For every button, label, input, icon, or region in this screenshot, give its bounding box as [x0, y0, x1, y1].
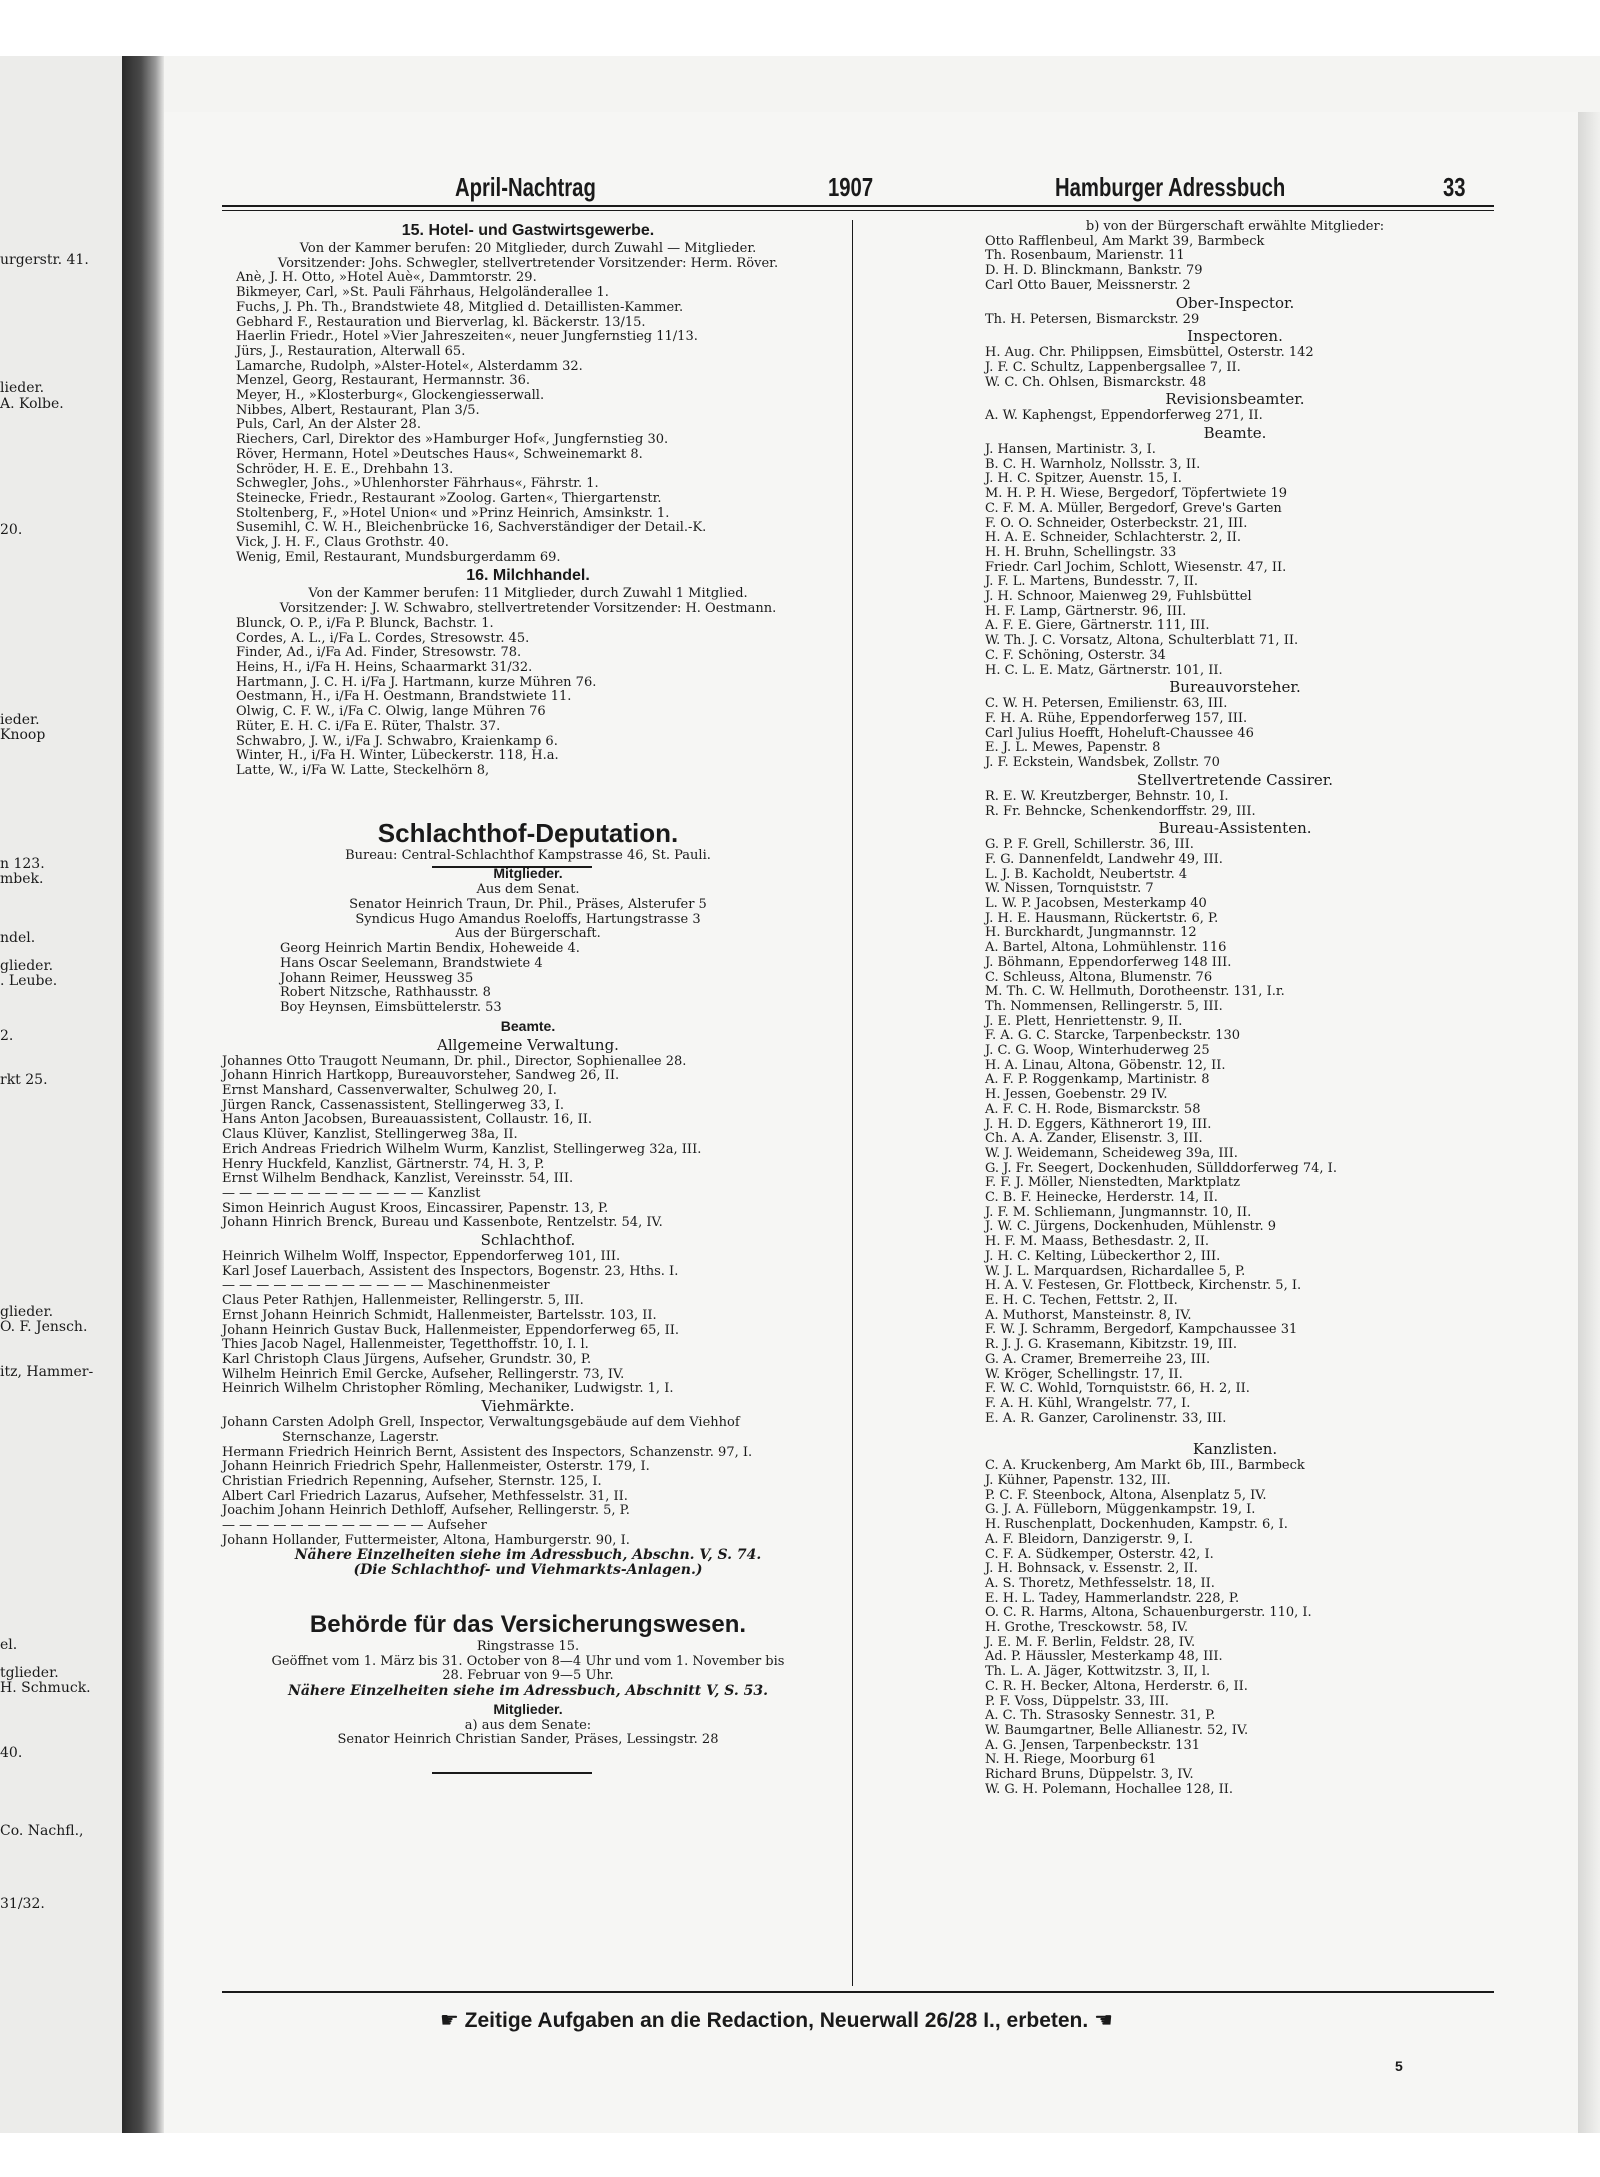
- left-entry: Gebhard F., Restauration und Bierverlag, kl. Bäckerstr. 13/15.: [236, 314, 646, 330]
- right-entry: J. H. Schnoor, Maienweg 29, Fuhlsbüttel: [985, 589, 1252, 605]
- right-entry: H. Grothe, Tresckowstr. 58, IV.: [985, 1620, 1189, 1636]
- left-entry: Steinecke, Friedr., Restaurant »Zoolog. Garten«, Thiergartenstr.: [236, 490, 662, 506]
- pointing-hand-icon: ☛: [440, 2009, 459, 2032]
- footer-rule: [222, 1991, 1494, 1993]
- right-entry: J. H. C. Spitzer, Auenstr. 15, I.: [985, 471, 1182, 487]
- page-edge-right: [1578, 112, 1600, 2133]
- right-entry: A. F. E. Giere, Gärtnerstr. 111, III.: [985, 618, 1210, 634]
- left-entry: Boy Heynsen, Eimsbüttelerstr. 53: [280, 999, 502, 1015]
- right-entry: F. O. O. Schneider, Osterbeckstr. 21, III.: [985, 515, 1248, 531]
- right-column: [985, 220, 1485, 1798]
- left-entry: Röver, Hermann, Hotel »Deutsches Haus«, Schweinemarkt 8.: [236, 446, 643, 462]
- left-entry: Oestmann, H., i/Fa H. Oestmann, Brandstwiete 11.: [236, 689, 572, 705]
- left-column: [222, 220, 834, 1748]
- right-subheading: Beamte.: [1203, 424, 1267, 443]
- previous-page-fragment: rkt 25.: [0, 1072, 48, 1088]
- left-entry: Hartmann, J. C. H. i/Fa J. Hartmann, kurze Mühren 76.: [236, 674, 597, 690]
- left-entry: Ernst Johann Heinrich Schmidt, Hallenmeister, Bartelsstr. 103, II.: [222, 1307, 657, 1323]
- left-entry: Robert Nitzsche, Rathhausstr. 8: [280, 985, 491, 1001]
- left-spacer: [222, 779, 834, 817]
- right-entry: Th. Rosenbaum, Marienstr. 11: [985, 248, 1185, 264]
- right-entry: E. H. C. Techen, Fettstr. 2, II.: [985, 1293, 1178, 1308]
- right-entry: C. Schleuss, Altona, Blumenstr. 76: [985, 969, 1213, 985]
- right-entry: F. F. J. Möller, Nienstedten, Marktplatz: [985, 1175, 1240, 1191]
- right-entry: J. E. Plett, Henriettenstr. 9, II.: [985, 1013, 1183, 1029]
- right-entry: R. E. W. Kreutzberger, Behnstr. 10, I.: [985, 788, 1229, 804]
- left-entry: Jürs, J., Restauration, Alterwall 65.: [236, 343, 466, 359]
- right-entry: H. A. E. Schneider, Schlachterstr. 2, II.: [985, 530, 1241, 546]
- left-entry: Heinrich Wilhelm Christopher Römling, Mechaniker, Ludwigstr. 1, I.: [222, 1381, 674, 1397]
- left-entry: Nibbes, Albert, Restaurant, Plan 3/5.: [236, 402, 480, 418]
- right-entry: A. Bartel, Altona, Lohmühlenstr. 116: [985, 940, 1227, 956]
- previous-page-edge: [0, 56, 122, 2133]
- left-entry: Simon Heinrich August Kroos, Eincassirer, Papenstr. 13, P.: [222, 1200, 609, 1216]
- previous-page-fragment: glieder.: [0, 1304, 54, 1320]
- left-centered-line: Syndicus Hugo Amandus Roeloffs, Hartungstrasse 3: [355, 911, 701, 927]
- right-entry: H. Aug. Chr. Philippsen, Eimsbüttel, Osterstr. 142: [985, 345, 1314, 361]
- left-entry: — — — — — — — — — — — — Kanzlist: [222, 1185, 481, 1201]
- right-entry: W. Nissen, Tornquiststr. 7: [985, 881, 1154, 897]
- running-header-left: April-Nachtrag: [455, 172, 596, 202]
- left-entry: Lamarche, Rudolph, »Alster-Hotel«, Alsterdamm 32.: [236, 358, 583, 374]
- left-entry: Erich Andreas Friedrich Wilhelm Wurm, Kanzlist, Stellingerweg 32a, III.: [222, 1141, 702, 1157]
- right-entry: J. H. Bohnsack, v. Essenstr. 2, II.: [985, 1561, 1198, 1577]
- left-entry: Johann Hinrich Hartkopp, Bureauvorsteher, Sandweg 26, II.: [222, 1068, 620, 1084]
- left-entry: Karl Christoph Claus Jürgens, Aufseher, Grundstr. 30, P.: [222, 1352, 592, 1367]
- left-centered-line: a) aus dem Senate:: [464, 1717, 592, 1733]
- left-entry: Blunck, O. P., i/Fa P. Blunck, Bachstr. 1.: [236, 615, 494, 631]
- left-entry: Johann Reimer, Heussweg 35: [280, 970, 474, 986]
- left-heading: 15. Hotel- und Gastwirtsgewerbe.: [401, 222, 655, 239]
- left-centered-line: Aus dem Senat.: [476, 882, 580, 898]
- left-heading: Mitglieder.: [493, 1700, 563, 1717]
- left-entry: Meyer, H., »Klosterburg«, Glockengiesserwall.: [236, 388, 545, 404]
- previous-page-fragment: ndel.: [0, 930, 36, 946]
- left-entry: Johann Hollander, Futtermeister, Altona, Hamburgerstr. 90, I.: [222, 1532, 630, 1548]
- right-entry: H. Ruschenplatt, Dockenhuden, Kampstr. 6, I.: [985, 1517, 1288, 1533]
- previous-page-fragment: el.: [0, 1637, 18, 1653]
- left-entry: Schröder, H. E. E., Drehbahn 13.: [236, 461, 454, 477]
- column-divider: [852, 220, 853, 1986]
- right-entry: D. H. D. Blinckmann, Bankstr. 79: [985, 263, 1203, 279]
- right-entry: F. H. A. Rühe, Eppendorferweg 157, III.: [985, 710, 1248, 726]
- right-entry: C. F. Schöning, Osterstr. 34: [985, 647, 1166, 663]
- left-entry: Hans Anton Jacobsen, Bureauassistent, Collaustr. 16, II.: [222, 1112, 592, 1128]
- left-entry: — — — — — — — — — — — — Aufseher: [222, 1518, 487, 1534]
- right-entry: C. B. F. Heinecke, Herderstr. 14, II.: [985, 1190, 1218, 1206]
- left-heading: Schlachthof-Deputation.: [377, 817, 679, 848]
- page-number: 33: [1443, 172, 1466, 202]
- previous-page-fragment: 2.: [0, 1028, 14, 1044]
- right-subheading: Kanzlisten.: [1192, 1440, 1278, 1459]
- right-subheading: Inspectoren.: [1187, 327, 1283, 346]
- right-entry: P. F. Voss, Düppelstr. 33, III.: [985, 1693, 1169, 1709]
- right-entry: F. W. J. Schramm, Bergedorf, Kampchaussee 31: [985, 1322, 1298, 1338]
- left-centered-line: Vorsitzender: J. W. Schwabro, stellvertretender Vorsitzender: H. Oestmann.: [279, 601, 777, 617]
- left-entry: Olwig, C. F. W., i/Fa C. Olwig, lange Mühren 76: [236, 704, 546, 720]
- right-entry: W. J. L. Marquardsen, Richardallee 5, P.: [985, 1263, 1246, 1279]
- right-subheading: Ober-Inspector.: [1175, 293, 1295, 312]
- right-entry: L. J. B. Kacholdt, Neubertstr. 4: [985, 866, 1188, 882]
- left-entry: Menzel, Georg, Restaurant, Hermannstr. 36.: [236, 373, 531, 389]
- right-entry: M. Th. C. W. Hellmuth, Dorotheenstr. 131, I.r.: [985, 984, 1285, 1000]
- left-reference-note: Nähere Einzelheiten siehe im Adressbuch, Abschnitt V, S. 53.: [288, 1682, 768, 1699]
- previous-page-fragment: itz, Hammer-: [0, 1364, 94, 1380]
- right-entry: Th. L. A. Jäger, Kottwitzstr. 3, II, l.: [985, 1664, 1211, 1680]
- left-centered-line: Vorsitzender: Johs. Schwegler, stellvertretender Vorsitzender: Herm. Röver.: [277, 255, 779, 271]
- left-entry: Rüter, E. H. C. i/Fa E. Rüter, Thalstr. 37.: [236, 718, 501, 734]
- right-entry: J. F. Eckstein, Wandsbek, Zollstr. 70: [985, 755, 1220, 771]
- right-entry: C. R. H. Becker, Altona, Herderstr. 6, II.: [985, 1678, 1248, 1694]
- left-entry: Anè, J. H. Otto, »Hotel Auè«, Dammtorstr. 29.: [236, 270, 537, 286]
- right-entry: W. Kröger, Schellingstr. 17, II.: [985, 1366, 1183, 1382]
- left-entry: Hans Oscar Seelemann, Brandstwiete 4: [280, 955, 543, 971]
- left-entry: Schwegler, Johs., »Uhlenhorster Fährhaus«, Fährstr. 1.: [236, 476, 599, 492]
- right-entry: Carl Julius Hoefft, Hoheluft-Chaussee 46: [985, 725, 1254, 741]
- left-entry: Bikmeyer, Carl, »St. Pauli Fährhaus, Helgoländerallee 1.: [236, 285, 609, 301]
- right-entry: A. Muthorst, Mansteinstr. 8, IV.: [985, 1307, 1192, 1323]
- left-entry: Sternschanze, Lagerstr.: [282, 1429, 440, 1445]
- right-entry: L. W. P. Jacobsen, Mesterkamp 40: [985, 896, 1207, 912]
- previous-page-fragment: H. Schmuck.: [0, 1680, 91, 1696]
- right-entry: J. E. M. F. Berlin, Feldstr. 28, IV.: [985, 1634, 1196, 1650]
- book-spine: [122, 56, 164, 2133]
- right-entry: N. H. Riege, Moorburg 61: [985, 1752, 1157, 1768]
- right-entry: A. G. Jensen, Tarpenbeckstr. 131: [985, 1737, 1201, 1753]
- left-entry: Puls, Carl, An der Alster 28.: [236, 417, 421, 433]
- left-entry: Haerlin Friedr., Hotel »Vier Jahreszeiten«, neuer Jungfernstieg 11/13.: [236, 329, 698, 345]
- right-entry: J. H. E. Hausmann, Rückertstr. 6, P.: [985, 910, 1219, 926]
- left-entry: Stoltenberg, F., »Hotel Union« und »Prinz Heinrich, Amsinkstr. 1.: [236, 505, 670, 521]
- left-entry: Claus Klüver, Kanzlist, Stellingerweg 38a, II.: [222, 1127, 518, 1143]
- left-heading: Mitglieder.: [493, 865, 563, 882]
- left-heading: 16. Milchhandel.: [466, 567, 590, 585]
- left-entry: Johann Heinrich Gustav Buck, Hallenmeister, Eppendorferweg 65, II.: [222, 1322, 680, 1338]
- right-entry: R. J. J. G. Krasemann, Kibitzstr. 19, III.: [985, 1337, 1238, 1353]
- right-entry: H. A. Linau, Altona, Göbenstr. 12, II.: [985, 1057, 1226, 1073]
- left-entry: Vick, J. H. F., Claus Grothstr. 40.: [236, 535, 449, 551]
- right-entry: H. Jessen, Goebenstr. 29 IV.: [985, 1087, 1168, 1103]
- right-entry: O. C. R. Harms, Altona, Schauenburgerstr. 110, I.: [985, 1605, 1312, 1621]
- right-entry: M. H. P. H. Wiese, Bergedorf, Töpfertwiete 19: [985, 486, 1288, 502]
- right-entry: Richard Bruns, Düppelstr. 3, IV.: [985, 1767, 1194, 1783]
- right-entry: J. F. L. Martens, Bundesstr. 7, II.: [985, 574, 1198, 590]
- left-entry: Karl Josef Lauerbach, Assistent des Inspectors, Bogenstr. 23, Hths. I.: [222, 1263, 679, 1279]
- running-header-title: Hamburger Adressbuch: [1055, 172, 1286, 202]
- right-entry: H. Burckhardt, Jungmannstr. 12: [985, 925, 1197, 941]
- left-entry: Ernst Manshard, Cassenverwalter, Schulweg 20, I.: [222, 1083, 557, 1099]
- right-entry: G. J. A. Fülleborn, Müggenkampstr. 19, I.: [985, 1502, 1256, 1518]
- right-entry: C. F. A. Südkemper, Osterstr. 42, I.: [985, 1546, 1214, 1562]
- left-entry: Claus Peter Rathjen, Hallenmeister, Rellingerstr. 5, III.: [222, 1293, 584, 1309]
- right-entry: J. W. C. Jürgens, Dockenhuden, Mühlenstr. 9: [985, 1219, 1277, 1235]
- right-subheading: Revisionsbeamter.: [1165, 390, 1305, 409]
- printer-signature: 5: [1395, 2058, 1403, 2074]
- right-entry: W. Th. J. C. Vorsatz, Altona, Schulterblatt 71, II.: [985, 633, 1299, 649]
- left-entry: Johannes Otto Traugott Neumann, Dr. phil., Director, Sophienallee 28.: [222, 1053, 687, 1069]
- left-entry: Hermann Friedrich Heinrich Bernt, Assistent des Inspectors, Schanzenstr. 97, I.: [222, 1444, 753, 1460]
- left-entry: Ernst Wilhelm Bendhack, Kanzlist, Vereinsstr. 54, III.: [222, 1171, 574, 1187]
- right-entry: G. J. Fr. Seegert, Dockenhuden, Süllddorferweg 74, I.: [985, 1160, 1337, 1176]
- right-entry: F. G. Dannenfeldt, Landwehr 49, III.: [985, 851, 1223, 867]
- right-entry: W. Baumgartner, Belle Allianestr. 52, IV.: [985, 1722, 1249, 1738]
- right-entry: W. C. Ch. Ohlsen, Bismarckstr. 48: [985, 374, 1207, 390]
- right-entry: H. F. M. Maass, Bethesdastr. 2, II.: [985, 1234, 1210, 1250]
- right-entry: J. F. M. Schliemann, Jungmannstr. 10, II.: [985, 1204, 1252, 1220]
- scan-bottom-margin: [0, 2133, 1600, 2177]
- left-centered-line: Bureau: Central-Schlachthof Kampstrasse 46, St. Pauli.: [345, 847, 711, 863]
- left-centered-line: Geöffnet vom 1. März bis 31. October von 8—4 Uhr und vom 1. November bis: [271, 1653, 785, 1669]
- previous-page-fragment: 31/32.: [0, 1896, 45, 1912]
- previous-page-fragment: lieder.: [0, 380, 45, 396]
- previous-page-fragment: urgerstr. 41.: [0, 252, 89, 268]
- scan-top-margin: [0, 0, 1600, 56]
- right-entry: H. H. Bruhn, Schellingstr. 33: [985, 544, 1177, 560]
- right-entry: C. A. Kruckenberg, Am Markt 6b, III., Barmbeck: [985, 1458, 1305, 1474]
- right-entry: Ad. P. Häussler, Mesterkamp 48, III.: [985, 1649, 1223, 1665]
- right-entry: C. F. M. A. Müller, Bergedorf, Greve's Garten: [985, 500, 1282, 516]
- left-entry: Wilhelm Heinrich Emil Gercke, Aufseher, Rellingerstr. 73, IV.: [222, 1366, 625, 1382]
- left-entry: Albert Carl Friedrich Lazarus, Aufseher, Methfesselstr. 31, II.: [222, 1488, 628, 1504]
- right-entry: G. P. F. Grell, Schillerstr. 36, III.: [985, 837, 1194, 853]
- left-centered-line: Ringstrasse 15.: [476, 1638, 580, 1654]
- left-entry: Christian Friedrich Repenning, Aufseher, Sternstr. 125, I.: [222, 1473, 602, 1489]
- left-centered-line: Von der Kammer berufen: 11 Mitglieder, durch Zuwahl 1 Mitglied.: [308, 586, 748, 602]
- previous-page-fragment: mbek.: [0, 871, 44, 887]
- right-subheading: Bureau-Assistenten.: [1158, 819, 1312, 838]
- running-header-year: 1907: [828, 172, 874, 202]
- header-rule-thin: [222, 210, 1494, 211]
- right-entry: F. A. G. C. Starcke, Tarpenbeckstr. 130: [985, 1028, 1241, 1044]
- left-centered-line: Aus der Bürgerschaft.: [455, 926, 601, 942]
- left-centered-line: Von der Kammer berufen: 20 Mitglieder, durch Zuwahl — Mitglieder.: [299, 241, 757, 256]
- right-entry: Th. Nommensen, Rellingerstr. 5, III.: [985, 998, 1223, 1014]
- left-entry: Finder, Ad., i/Fa Ad. Finder, Stresowstr. 78.: [236, 645, 522, 661]
- left-heading: Behörde für das Versicherungswesen.: [309, 1610, 747, 1638]
- previous-page-fragment: 20.: [0, 522, 23, 538]
- left-entry: Joachim Johann Heinrich Dethloff, Aufseher, Rellingerstr. 5, P.: [222, 1503, 630, 1519]
- right-entry: H. F. Lamp, Gärtnerstr. 96, III.: [985, 603, 1187, 619]
- right-entry: J. F. C. Schultz, Lappenbergsallee 7, II.: [985, 359, 1241, 375]
- left-reference-note: (Die Schlachthof- und Viehmarkts-Anlagen.): [353, 1562, 703, 1579]
- right-entry: F. W. C. Wohld, Tornquiststr. 66, H. 2, II.: [985, 1381, 1250, 1397]
- right-entry: Friedr. Carl Jochim, Schlott, Wiesenstr. 47, II.: [985, 559, 1287, 575]
- right-entry: H. C. L. E. Matz, Gärtnerstr. 101, II.: [985, 662, 1223, 678]
- right-entry: W. G. H. Polemann, Hochallee 128, II.: [985, 1781, 1234, 1797]
- previous-page-fragment: Knoop: [0, 727, 46, 743]
- left-entry: Schwabro, J. W., i/Fa J. Schwabro, Kraienkamp 6.: [236, 733, 558, 749]
- previous-page-fragment: ieder.: [0, 712, 40, 728]
- left-entry: Latte, W., i/Fa W. Latte, Steckelhörn 8,: [236, 762, 490, 778]
- editorial-note-text: Zeitige Aufgaben an die Redaction, Neuerwall 26/28 I., erbeten.: [464, 2009, 1089, 2032]
- left-centered-line: Senator Heinrich Traun, Dr. Phil., Präses, Alsterufer 5: [349, 897, 707, 913]
- previous-page-fragment: O. F. Jensch.: [0, 1319, 88, 1335]
- right-entry: A. F. Bleidorn, Danzigerstr. 9, I.: [985, 1531, 1194, 1547]
- editorial-note: [440, 2008, 1113, 2033]
- right-entry: F. A. H. Kühl, Wrangelstr. 77, I.: [985, 1395, 1191, 1411]
- right-entry: J. H. D. Eggers, Käthnerort 19, III.: [985, 1116, 1212, 1132]
- left-entry: Heins, H., i/Fa H. Heins, Schaarmarkt 31/32.: [236, 659, 533, 675]
- previous-page-fragment: glieder.: [0, 958, 54, 974]
- right-entry: E. J. L. Mewes, Papenstr. 8: [985, 740, 1161, 756]
- right-entry: A. F. P. Roggenkamp, Martinistr. 8: [985, 1072, 1210, 1088]
- right-subheading: Bureauvorsteher.: [1169, 678, 1301, 697]
- left-reference-note: Nähere Einzelheiten siehe im Adressbuch, Abschn. V, S. 74.: [294, 1547, 762, 1564]
- previous-page-fragment: tglieder.: [0, 1665, 59, 1681]
- right-entry: R. Fr. Behncke, Schenkendorffstr. 29, III.: [985, 803, 1256, 819]
- left-entry: Johann Carsten Adolph Grell, Inspector, Verwaltungsgebäude auf dem Viehhof: [222, 1415, 740, 1431]
- left-entry: Henry Huckfeld, Kanzlist, Gärtnerstr. 74, H. 3, P.: [222, 1156, 545, 1172]
- left-subheading: Viehmärkte.: [481, 1397, 575, 1416]
- right-entry: J. Hansen, Martinistr. 3, I.: [985, 442, 1156, 458]
- left-heading: Beamte.: [500, 1017, 556, 1034]
- previous-page-fragment: n 123.: [0, 856, 45, 872]
- previous-page-fragment: 40.: [0, 1745, 23, 1761]
- right-entry: J. C. G. Woop, Winterhuderweg 25: [985, 1043, 1210, 1059]
- left-entry: Thies Jacob Nagel, Hallenmeister, Tegetthoffstr. 10, I. l.: [222, 1337, 589, 1353]
- left-subheading: Schlachthof.: [480, 1231, 576, 1250]
- left-entry: Johann Hinrich Brenck, Bureau und Kassenbote, Rentzelstr. 54, IV.: [222, 1215, 663, 1231]
- right-entry: E. H. L. Tadey, Hammerlandstr. 228, P.: [985, 1590, 1240, 1606]
- left-entry: Heinrich Wilhelm Wolff, Inspector, Eppendorferweg 101, III.: [222, 1249, 621, 1265]
- left-entry: Georg Heinrich Martin Bendix, Hoheweide 4.: [280, 941, 580, 957]
- right-entry: Otto Rafflenbeul, Am Markt 39, Barmbeck: [985, 233, 1265, 249]
- right-subheading: Stellvertretende Cassirer.: [1136, 770, 1334, 789]
- section-rule-2: [432, 1772, 592, 1774]
- header-rule: [222, 205, 1494, 207]
- right-entry: P. C. F. Steenbock, Altona, Alsenplatz 5, IV.: [985, 1487, 1267, 1503]
- left-entry: Cordes, A. L., i/Fa L. Cordes, Stresowstr. 45.: [236, 630, 530, 646]
- right-entry: A. W. Kaphengst, Eppendorferweg 271, II.: [985, 408, 1263, 424]
- left-entry: Winter, H., i/Fa H. Winter, Lübeckerstr. 118, H.a.: [236, 748, 559, 764]
- right-entry: G. A. Cramer, Bremerreihe 23, III.: [985, 1351, 1211, 1367]
- previous-page-fragment: A. Kolbe.: [0, 396, 64, 412]
- pointing-hand-icon: ☚: [1094, 2009, 1113, 2032]
- right-entry: C. W. H. Petersen, Emilienstr. 63, III.: [985, 696, 1228, 712]
- left-entry: Riechers, Carl, Direktor des »Hamburger Hof«, Jungfernstieg 30.: [236, 432, 669, 448]
- right-entry: H. A. V. Festesen, Gr. Flottbeck, Kirchenstr. 5, I.: [985, 1278, 1302, 1294]
- left-spacer: [222, 1578, 834, 1610]
- left-entry: — — — — — — — — — — — — Maschinenmeister: [222, 1278, 550, 1294]
- right-entry: Ch. A. A. Zander, Elisenstr. 3, III.: [985, 1131, 1203, 1147]
- right-entry: A. F. C. H. Rode, Bismarckstr. 58: [985, 1101, 1201, 1117]
- previous-page-fragment: . Leube.: [0, 973, 58, 989]
- right-entry: A. C. Th. Strasosky Sennestr. 31, P.: [985, 1708, 1216, 1724]
- right-entry: J. H. C. Kelting, Lübeckerthor 2, III.: [985, 1248, 1221, 1264]
- left-entry: Fuchs, J. Ph. Th., Brandstwiete 48, Mitglied d. Detaillisten-Kammer.: [236, 299, 684, 315]
- left-entry: Wenig, Emil, Restaurant, Mundsburgerdamm 69.: [236, 549, 561, 565]
- right-entry: Carl Otto Bauer, Meissnerstr. 2: [985, 277, 1191, 293]
- left-subheading: Allgemeine Verwaltung.: [437, 1035, 619, 1054]
- left-entry: Johann Heinrich Friedrich Spehr, Hallenmeister, Osterstr. 179, I.: [222, 1459, 650, 1475]
- right-entry: W. J. Weidemann, Scheideweg 39a, III.: [985, 1145, 1238, 1161]
- right-entry: A. S. Thoretz, Methfesselstr. 18, II.: [985, 1575, 1215, 1591]
- left-entry: Jürgen Ranck, Cassenassistent, Stellingerweg 33, I.: [222, 1097, 565, 1113]
- right-entry: Th. H. Petersen, Bismarckstr. 29: [985, 311, 1200, 327]
- right-entry: B. C. H. Warnholz, Nollsstr. 3, II.: [985, 456, 1201, 472]
- left-centered-line: Senator Heinrich Christian Sander, Präses, Lessingstr. 28: [337, 1732, 719, 1748]
- right-entry: E. A. R. Ganzer, Carolinenstr. 33, III.: [985, 1410, 1227, 1426]
- left-entry: Susemihl, C. W. H., Bleichenbrücke 16, Sachverständiger der Detail.-K.: [236, 520, 707, 536]
- right-centered-line: b) von der Bürgerschaft erwählte Mitglieder:: [1085, 219, 1385, 234]
- left-centered-line: 28. Februar von 9—5 Uhr.: [442, 1668, 614, 1684]
- right-entry: J. Kühner, Papenstr. 132, III.: [985, 1473, 1171, 1489]
- right-spacer: [985, 1426, 1485, 1440]
- right-entry: J. Böhmann, Eppendorferweg 148 III.: [985, 954, 1232, 970]
- previous-page-fragment: Co. Nachfl.,: [0, 1823, 84, 1839]
